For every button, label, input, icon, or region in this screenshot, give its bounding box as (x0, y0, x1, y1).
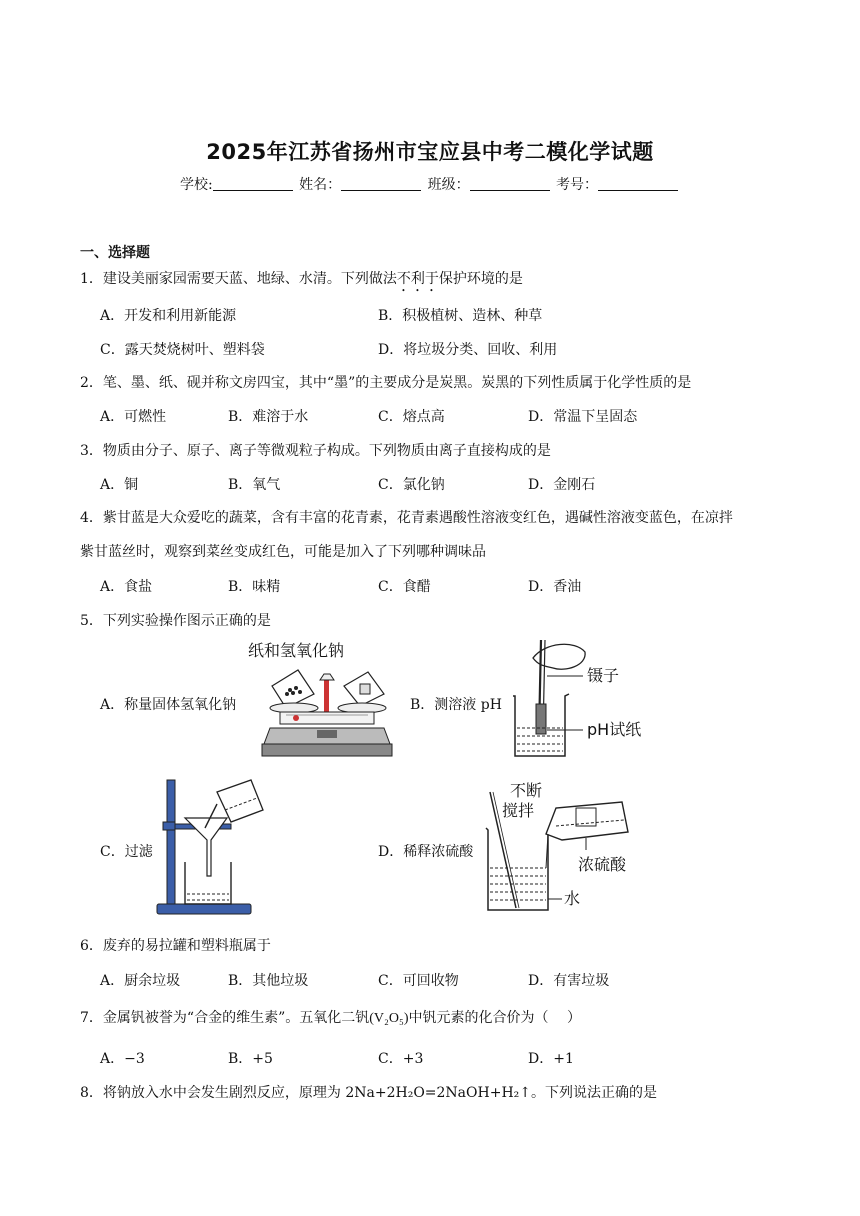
q2-option-b[interactable]: B．难溶于水 (228, 409, 309, 425)
school-blank[interactable] (213, 176, 293, 191)
pouring-beaker (217, 780, 263, 822)
q7-stem-part-b: 中钒元素的化合价为（ ） (408, 1010, 581, 1026)
q1-option-b[interactable]: B．积极植树、造林、种草 (378, 308, 543, 324)
q3-option-c[interactable]: C．氯化钠 (378, 477, 445, 493)
q7-option-a[interactable]: A．−3 (100, 1051, 145, 1067)
ph-paper (536, 704, 546, 734)
q5-option-a[interactable]: A．称量固体氢氧化钠 (100, 697, 237, 713)
class-blank[interactable] (470, 176, 550, 191)
q4-option-b[interactable]: B．味精 (228, 579, 281, 595)
q5-option-d[interactable]: D．稀释浓硫酸 (378, 844, 474, 860)
q1-option-c[interactable]: C．露天焚烧树叶、塑料袋 (100, 342, 265, 358)
filtration-figure (155, 776, 265, 918)
question-4-stem-line1: 4．紫甘蓝是大众爱吃的蔬菜，含有丰富的花青素，花青素遇酸性溶液变红色，遇碱性溶液变蓝色，在凉拌 (80, 510, 733, 526)
q2-option-a[interactable]: A．可燃性 (100, 409, 167, 425)
fig-b-label-paper: pH试纸 (587, 720, 642, 739)
q2-option-c[interactable]: C．熔点高 (378, 409, 445, 425)
balance-figure (248, 636, 392, 758)
q1-emphasis: 不利于 (396, 271, 439, 287)
fig-d-label-water: 水 (564, 889, 581, 908)
ph-test-figure (505, 638, 665, 760)
question-3-stem: 3．物质由分子、原子、离子等微观粒子构成。下列物质由离子直接构成的是 (80, 443, 551, 459)
question-4-stem-line2: 紫甘蓝丝时，观察到菜丝变成红色，可能是加入了下列哪种调味品 (80, 544, 486, 560)
q1-option-a[interactable]: A．开发和利用新能源 (100, 308, 237, 324)
q7-option-c[interactable]: C．+3 (378, 1051, 424, 1067)
q4-option-c[interactable]: C．食醋 (378, 579, 431, 595)
fig-d-label-stir2: 搅拌 (502, 801, 535, 820)
school-label: 学校: (179, 177, 213, 193)
q4-option-a[interactable]: A．食盐 (100, 579, 153, 595)
name-blank[interactable] (341, 176, 421, 191)
dilution-figure (482, 782, 642, 914)
question-7-stem (80, 1007, 581, 1027)
fig-b-label-tweezers: 镊子 (587, 666, 620, 685)
q5-option-c[interactable]: C．过滤 (100, 844, 153, 860)
q6-option-d[interactable]: D．有害垃圾 (528, 973, 610, 989)
q7-stem-part-a: 7．金属钒被誉为“合金的维生素”。五氧化二钒 (80, 1010, 370, 1026)
q7-option-b[interactable]: B．+5 (228, 1051, 273, 1067)
q7-formula: (V₂O₅) (369, 1011, 409, 1026)
name-label: 姓名： (299, 177, 342, 193)
question-8-stem: 8．将钠放入水中会发生剧烈反应，原理为 2Na+2H₂O=2NaOH+H₂↑。下列说法正确的是 (80, 1085, 657, 1101)
q6-option-b[interactable]: B．其他垃圾 (228, 973, 309, 989)
class-label: 班级： (427, 177, 470, 193)
fig-d-label-stir1: 不断 (510, 781, 543, 800)
q1-stem-part-a: 1．建设美丽家园需要天蓝、地绿、水清。下列做法 (80, 271, 397, 287)
q1-option-d[interactable]: D．将垃圾分类、回收、利用 (378, 342, 558, 358)
pointer (324, 680, 329, 712)
q2-option-d[interactable]: D．常温下呈固态 (528, 409, 638, 425)
page-title: 2025年江苏省扬州市宝应县中考二模化学试题 (206, 140, 654, 164)
question-5-stem: 5．下列实验操作图示正确的是 (80, 613, 271, 629)
fig-d-label-acid: 浓硫酸 (578, 855, 627, 874)
q6-option-a[interactable]: A．厨余垃圾 (100, 973, 181, 989)
fig-a-label: 纸和氢氧化钠 (248, 641, 345, 660)
q4-option-d[interactable]: D．香油 (528, 579, 582, 595)
id-label: 考号： (556, 177, 599, 193)
question-1-stem (80, 268, 523, 295)
id-blank[interactable] (598, 176, 678, 191)
q1-stem-part-b: 保护环境的是 (438, 271, 523, 287)
left-paper (272, 670, 314, 708)
q6-option-c[interactable]: C．可回收物 (378, 973, 459, 989)
question-6-stem: 6．废弃的易拉罐和塑料瓶属于 (80, 938, 271, 954)
section-heading: 一、选择题 (80, 245, 150, 261)
q3-option-a[interactable]: A．铜 (100, 477, 139, 493)
iron-stand (167, 780, 175, 908)
q3-option-d[interactable]: D．金刚石 (528, 477, 596, 493)
q7-option-d[interactable]: D．+1 (528, 1051, 574, 1067)
q5-option-b[interactable]: B．测溶液 pH (410, 697, 502, 713)
question-2-stem: 2．笔、墨、纸、砚并称文房四宝，其中“墨”的主要成分是炭黑。炭黑的下列性质属于化学性质的是 (80, 375, 692, 391)
q3-option-b[interactable]: B．氧气 (228, 477, 281, 493)
student-info-line (0, 174, 860, 194)
